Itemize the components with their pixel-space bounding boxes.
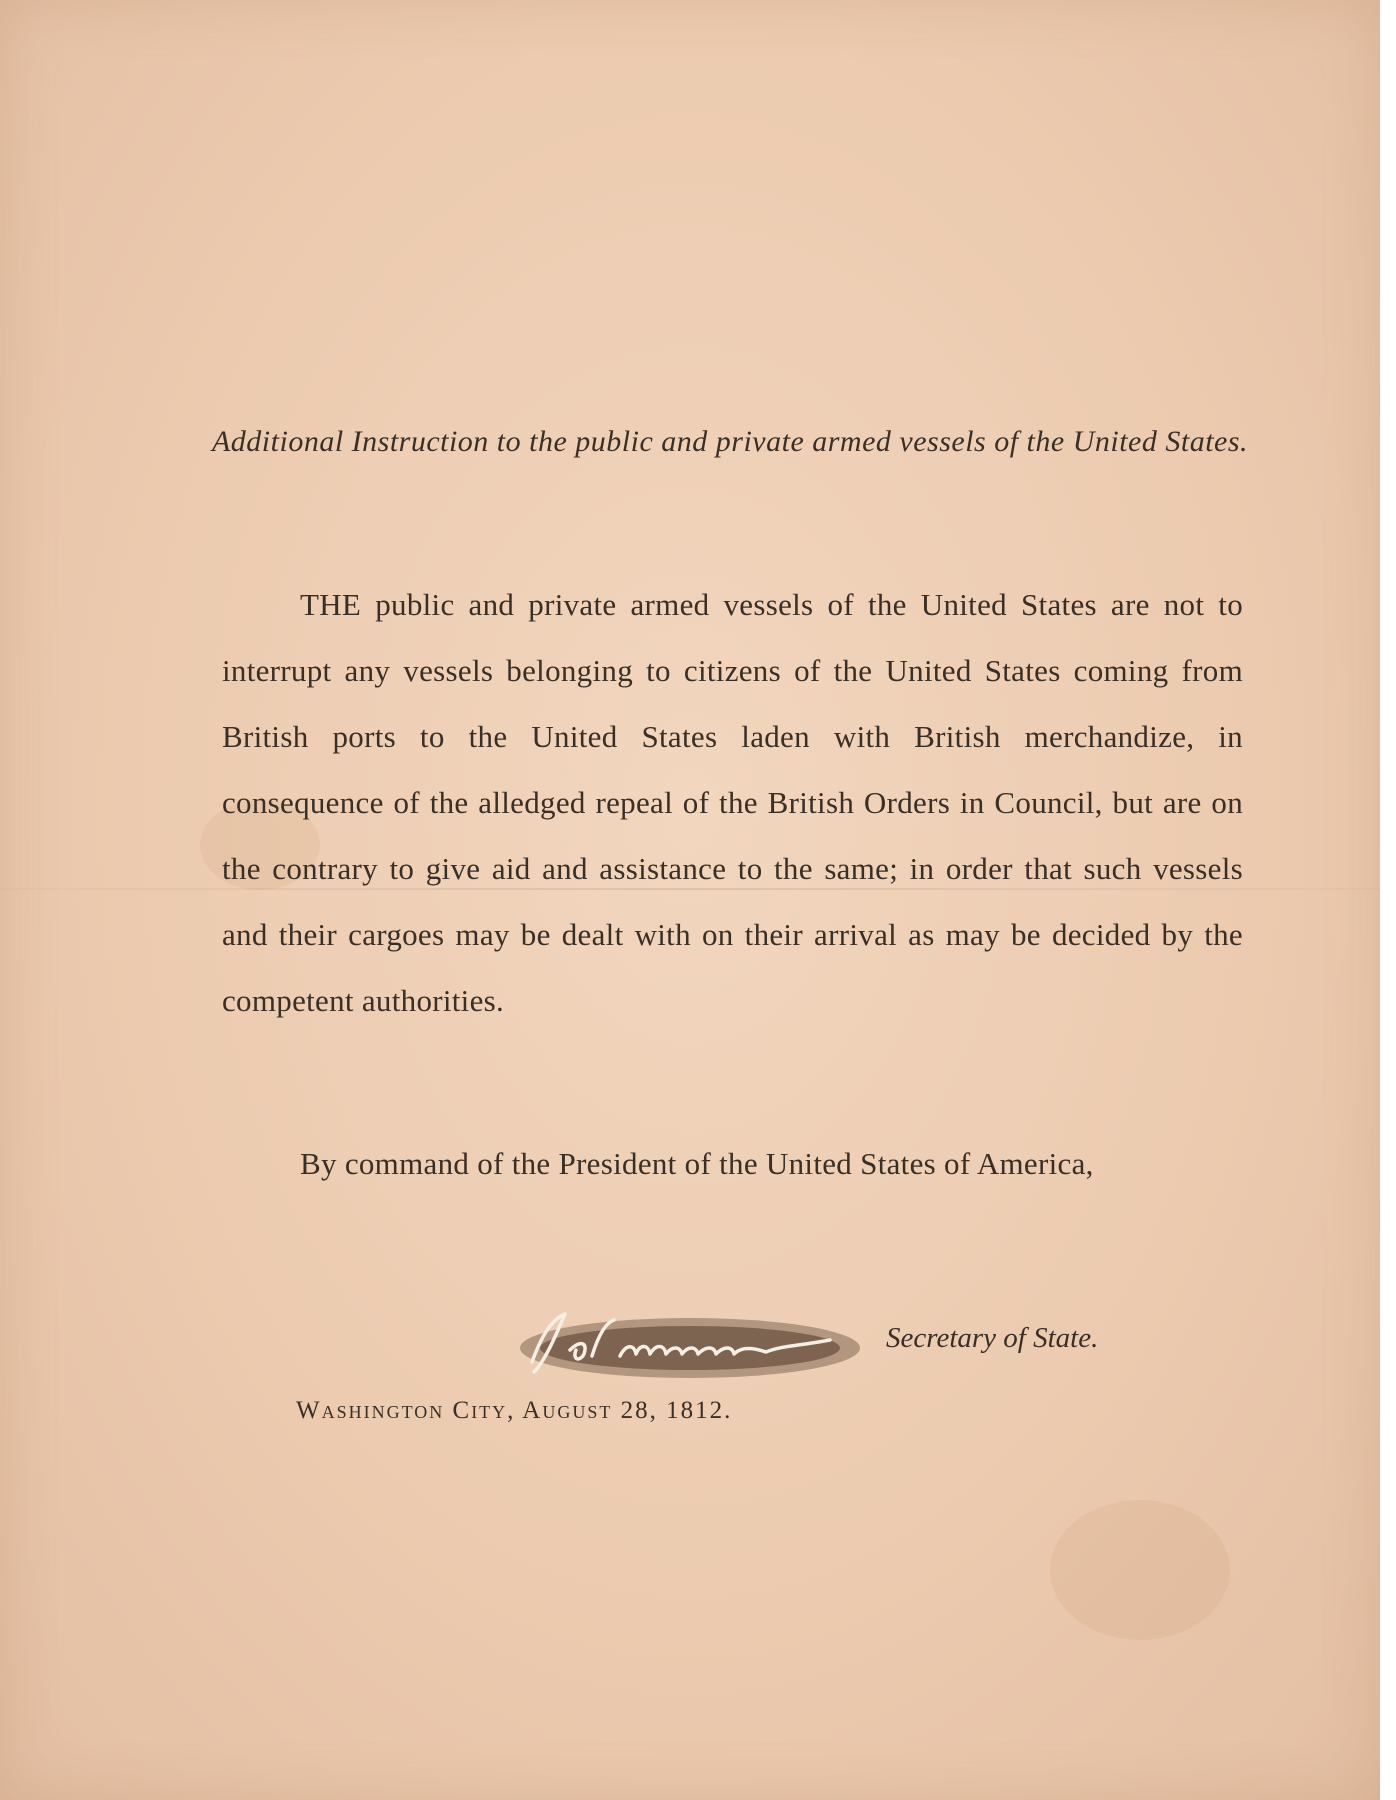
document-heading: Additional Instruction to the public and private armed vessels of the United States. [211, 425, 1249, 458]
paper-stain [1050, 1500, 1230, 1640]
command-line: By command of the President of the United States of America, [300, 1146, 1094, 1181]
signature [510, 1300, 870, 1390]
document-body: THE public and private armed vessels of the United States are not to interrupt any vessels belonging to citizens of the United States coming from British ports to the United States laden with British merchandize, in consequence of the alledged repeal of the British Orders in Council, but are on the contrary to give aid and assistance to the same; in order that such vessels and their cargoes may be dealt with on their arrival as may be decided by the competent authorities. [222, 587, 1243, 1018]
dateline: Washington City, August 28, 1812. [296, 1397, 733, 1424]
signatory-title: Secretary of State. [886, 1322, 1099, 1354]
